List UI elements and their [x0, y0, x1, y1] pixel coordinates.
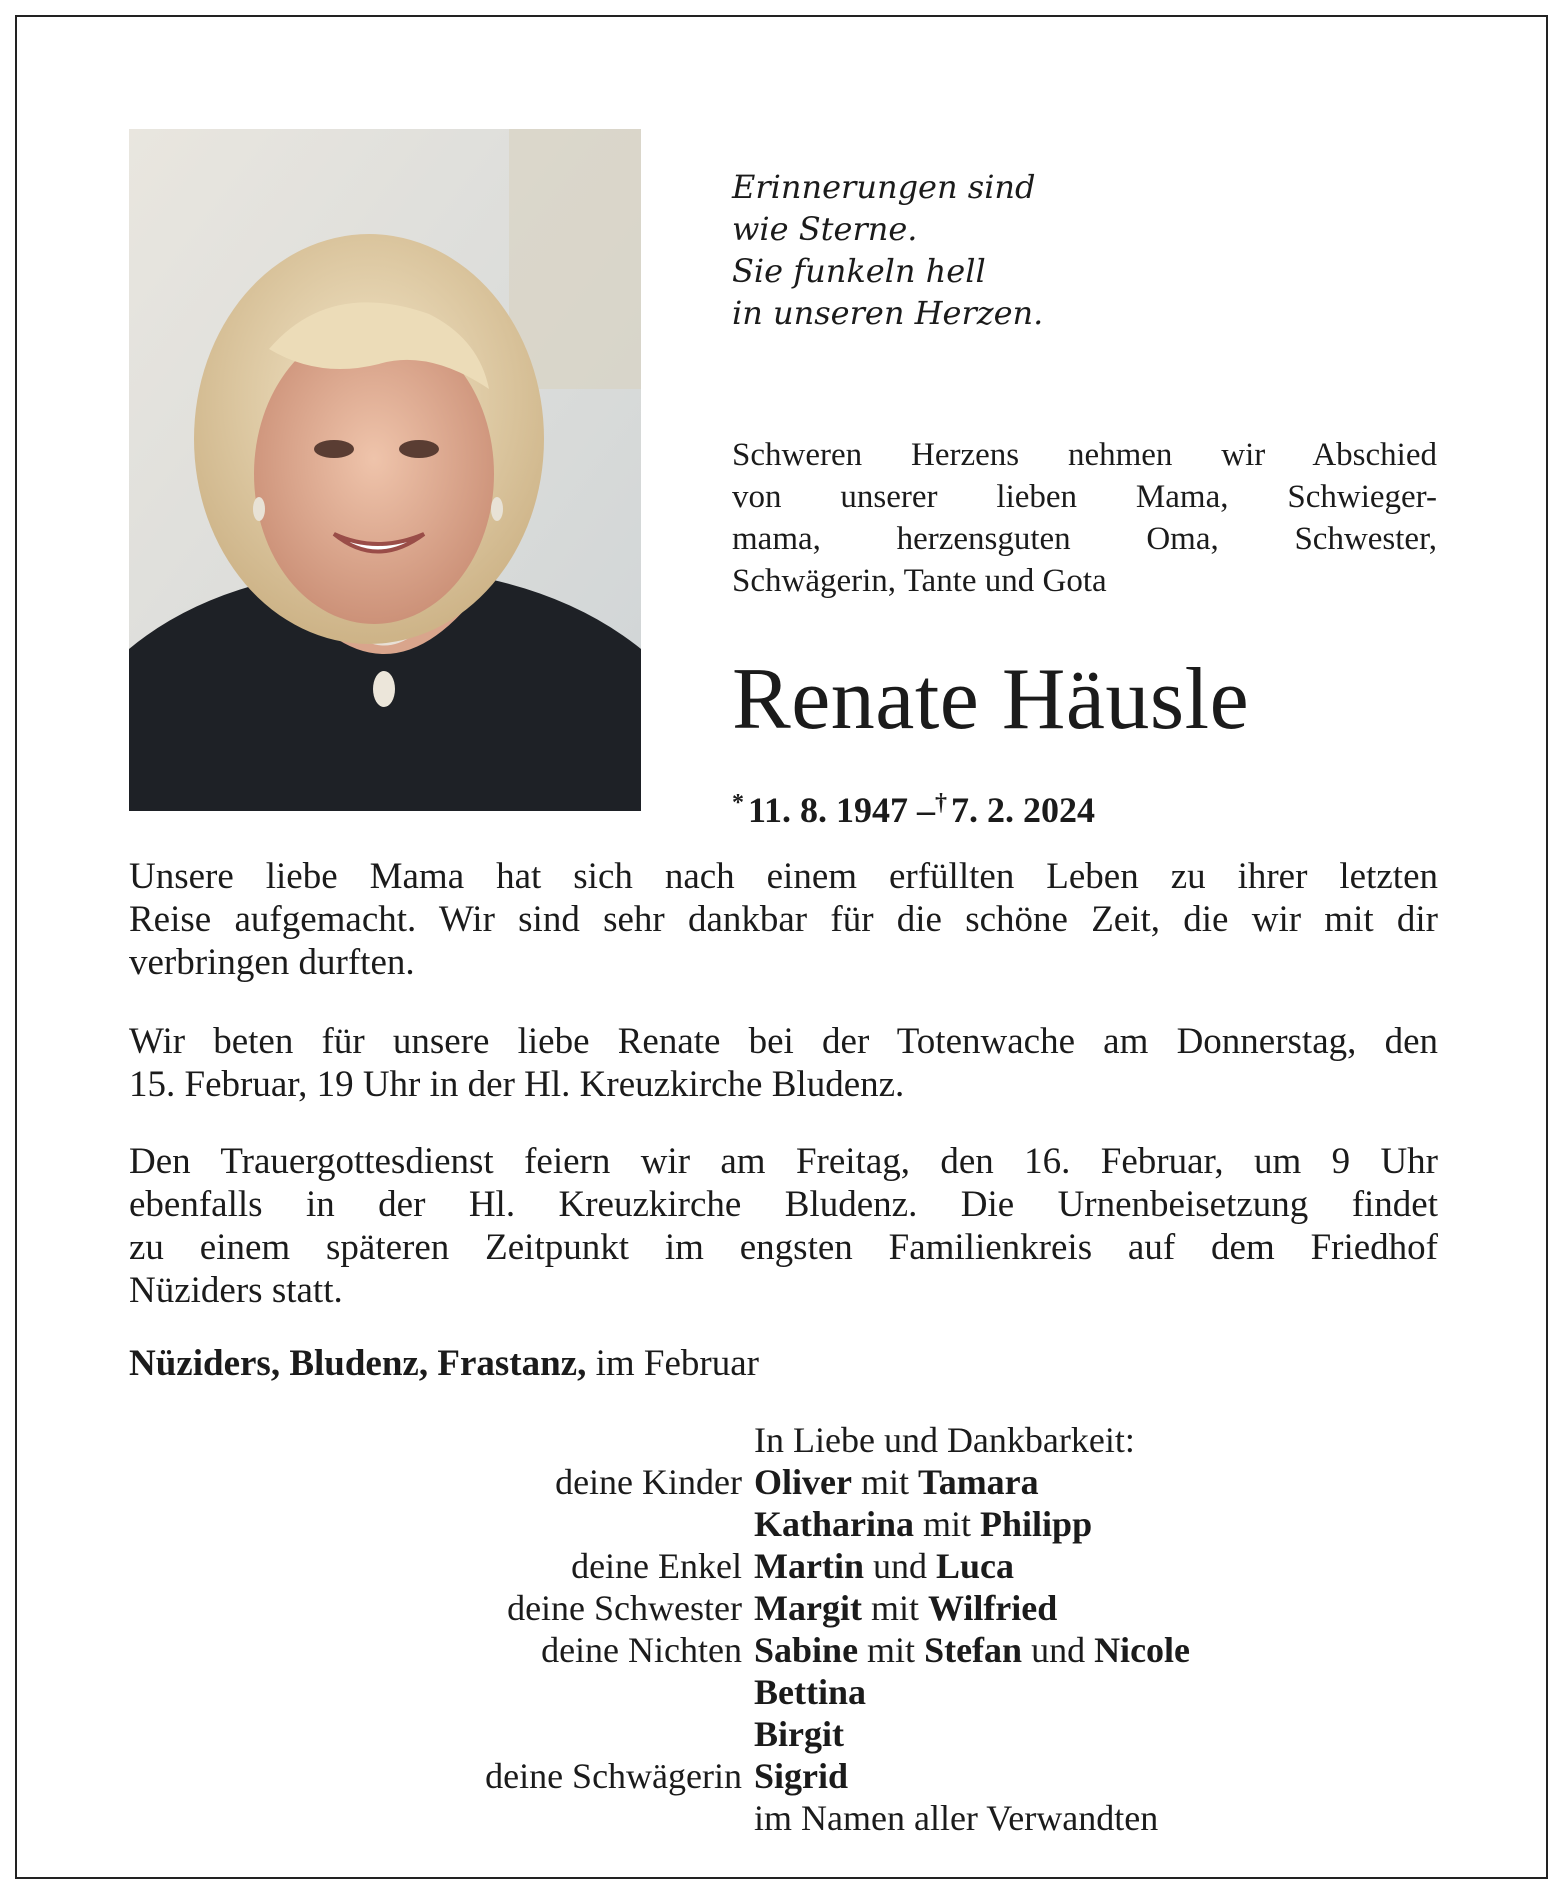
paragraph-life: [129, 855, 1438, 984]
mourner-row-schwaegerin: [0, 1755, 1567, 1797]
body-line: verbringen durften.: [129, 942, 415, 983]
mourner-row-nichten-3: [0, 1713, 1567, 1755]
relation-label: deine Kinder: [555, 1462, 742, 1502]
mourner-name: Margit: [754, 1588, 862, 1628]
mourner-row-kinder-2: [0, 1503, 1567, 1545]
portrait-photo: [129, 129, 641, 811]
mourner-name: Bettina: [754, 1672, 866, 1712]
connector: mit: [867, 1630, 916, 1670]
relation-label: deine Schwägerin: [485, 1756, 742, 1796]
quote-line: Sie funkeln hell: [732, 252, 986, 290]
body-line: Wir beten für unsere liebe Renate bei der Totenwache am Donnerstag, den: [129, 1021, 1438, 1062]
birth-date: 11. 8. 1947: [748, 790, 909, 830]
relation-label: deine Enkel: [571, 1546, 742, 1586]
connector: und: [872, 1546, 927, 1586]
paragraph-service: [129, 1140, 1438, 1312]
mourner-row-schwester: [0, 1587, 1567, 1629]
connector: mit: [870, 1588, 919, 1628]
paragraph-wake: [129, 1020, 1438, 1106]
farewell-intro: [732, 434, 1437, 602]
body-line: Den Trauergottesdienst feiern wir am Freitag, den 16. Februar, um 9 Uhr: [129, 1141, 1438, 1182]
mourner-name: Birgit: [754, 1714, 844, 1754]
death-date: 7. 2. 2024: [951, 790, 1096, 830]
body-line: 15. Februar, 19 Uhr in der Hl. Kreuzkirche Bludenz.: [129, 1064, 905, 1105]
signature-heading: In Liebe und Dankbarkeit:: [754, 1420, 1135, 1460]
relation-label: deine Schwester: [507, 1588, 742, 1628]
body-line: Reise aufgemacht. Wir sind sehr dankbar für die schöne Zeit, die wir mit dir: [129, 899, 1438, 940]
signature-footer: im Namen aller Verwandten: [754, 1798, 1159, 1838]
mourner-name: Katharina: [754, 1504, 915, 1544]
place-month: im Februar: [595, 1343, 759, 1384]
intro-line: von unserer lieben Mama, Schwieger-: [732, 479, 1437, 515]
quote-line: in unseren Herzen.: [732, 294, 1044, 332]
relation-label: deine Nichten: [541, 1630, 742, 1670]
mourner-name: Wilfried: [927, 1588, 1058, 1628]
deceased-name: Renate Häusle: [732, 651, 1250, 748]
body-line: Unsere liebe Mama hat sich nach einem erfüllten Leben zu ihrer letzten: [129, 856, 1438, 897]
connector: mit: [923, 1504, 972, 1544]
body-line: ebenfalls in der Hl. Kreuzkirche Bludenz. Die Urnenbeisetzung findet: [129, 1184, 1438, 1225]
mourner-row-enkel: [0, 1545, 1567, 1587]
body-line: Nüziders statt.: [129, 1270, 343, 1311]
mourner-row-nichten-2: [0, 1671, 1567, 1713]
mourner-row-nichten: [0, 1629, 1567, 1671]
birth-symbol: *: [732, 790, 744, 816]
connector: und: [1031, 1630, 1086, 1670]
mourner-name: Luca: [935, 1546, 1014, 1586]
connector: mit: [860, 1462, 909, 1502]
quote-line: Erinnerungen sind: [732, 168, 1036, 206]
body-line: zu einem späteren Zeitpunkt im engsten Familienkreis auf dem Friedhof: [129, 1227, 1438, 1268]
mourner-name: Stefan: [924, 1630, 1023, 1670]
mourner-name: Sabine: [754, 1630, 859, 1670]
quote-line: wie Sterne.: [732, 210, 918, 248]
mourner-name: Philipp: [980, 1504, 1093, 1544]
death-symbol: †: [935, 790, 948, 816]
intro-line: Schweren Herzens nehmen wir Abschied: [732, 437, 1437, 473]
date-separator: –: [917, 790, 936, 830]
mourner-name: Nicole: [1094, 1630, 1191, 1670]
intro-line: Schwägerin, Tante und Gota: [732, 563, 1107, 599]
intro-line: mama, herzensguten Oma, Schwester,: [732, 521, 1437, 557]
mourner-name: Oliver: [754, 1462, 852, 1502]
mourner-row-kinder: [0, 1461, 1567, 1503]
mourner-name: Martin: [754, 1546, 864, 1586]
place-towns: Nüziders, Bludenz, Frastanz,: [129, 1343, 587, 1384]
place-and-date: [129, 1342, 759, 1386]
memorial-quote: [732, 166, 1432, 334]
life-dates: [732, 780, 1095, 833]
mourner-name: Tamara: [917, 1462, 1039, 1502]
mourner-name: Sigrid: [754, 1756, 849, 1796]
